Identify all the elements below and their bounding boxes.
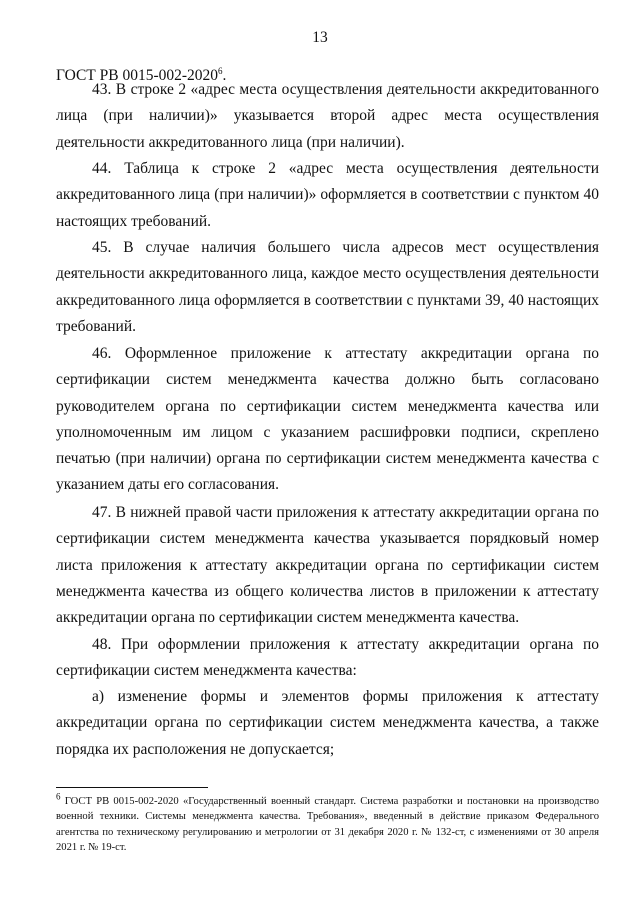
footnote-marker: 6	[56, 791, 61, 802]
paragraph-48a: а) изменение формы и элементов формы приложения к аттестату аккредитации органа по сертификации систем менеджмента качества, а также порядка их расположения не допускается;	[56, 688, 599, 758]
footnote-separator	[56, 787, 208, 788]
paragraph-48: 48. При оформлении приложения к аттестату аккредитации органа по сертификации систем менеджмента качества:	[56, 636, 599, 680]
continuation-trail: .	[222, 67, 227, 84]
paragraph-47: 47. В нижней правой части приложения к аттестату аккредитации органа по сертификации систем менеджмента качества указывается порядковый номер листа приложения к аттестату аккредитации органа по сертификации систем менеджмента качества из общего количества листов в приложении к аттестату аккредитации органа по сертификации систем менеджмента качества.	[56, 504, 599, 627]
paragraph-44: 44. Таблица к строке 2 «адрес места осуществления деятельности аккредитованного лица (при наличии)» оформляется в соответствии с пунктом 40 настоящих требований.	[56, 160, 599, 230]
footnote-text: ГОСТ РВ 0015-002-2020 «Государственный военный стандарт. Система разработки и постановки на производство военной техники. Системы менеджмента качества. Требования», введенный в действие приказом Федерального агентства по техническому регулированию и метрологии от 31 декабря 2020 г. № 132-ст, с изменениями от 30 апреля 2021 г. № 19-ст.	[56, 796, 599, 854]
page-number: 13	[312, 29, 328, 46]
footnote	[56, 791, 599, 856]
paragraph-43: 43. В строке 2 «адрес места осуществления деятельности аккредитованного лица (при наличии)» указывается второй адрес места осуществления деятельности аккредитованного лица (при наличии).	[56, 81, 599, 151]
paragraph-45: 45. В случае наличия большего числа адресов мест осуществления деятельности аккредитованного лица, каждое место осуществления деятельности аккредитованного лица оформляется в соответствии с пунктами 39, 40 настоящих требований.	[56, 239, 599, 335]
continuation-text: ГОСТ РВ 0015-002-2020	[56, 67, 219, 84]
paragraph-46: 46. Оформленное приложение к аттестату аккредитации органа по сертификации систем менеджмента качества должно быть согласовано руководителем органа по сертификации систем менеджмента качества или уполномоченным им лицом с указанием расшифровки подписи, скреплено печатью (при наличии) органа по сертификации систем менеджмента качества с указанием даты его согласования.	[56, 345, 599, 494]
footnote-reference: 6	[218, 65, 223, 76]
